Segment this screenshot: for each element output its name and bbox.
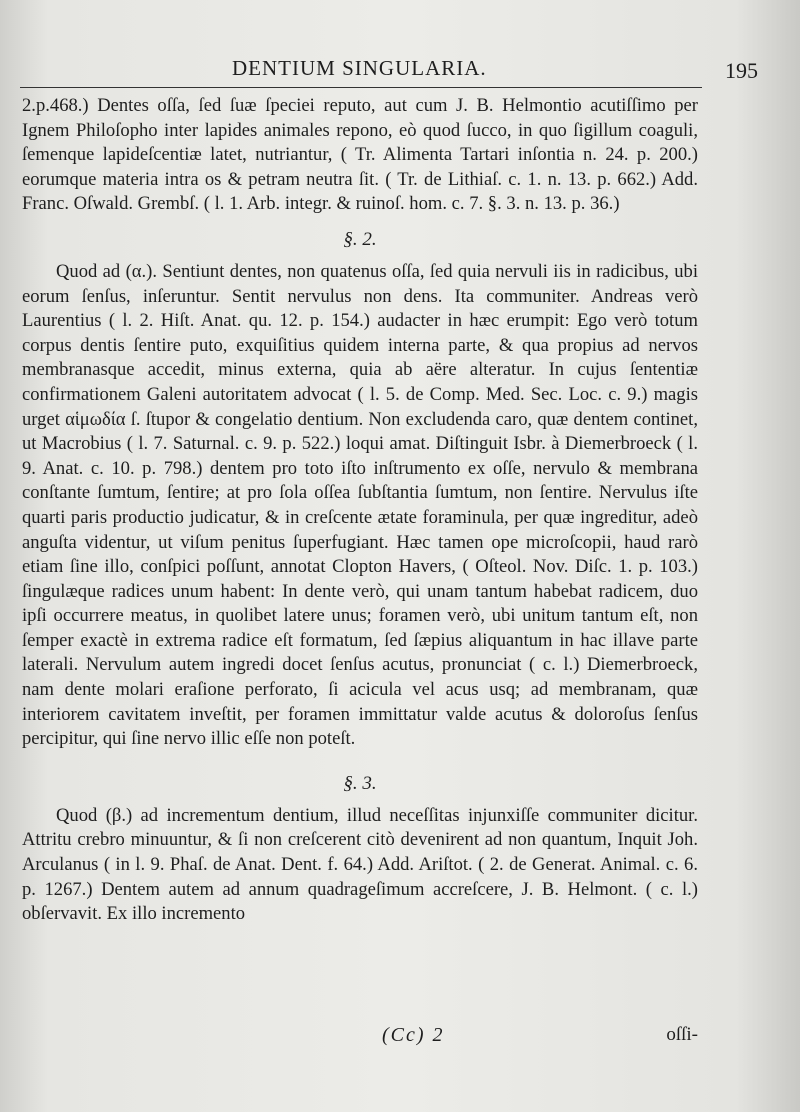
header-rule <box>20 87 702 88</box>
section-heading: §. 3. <box>343 772 377 794</box>
paragraph-beta: Quod (β.) ad incrementum dentium, illud neceſſitas injunxiſſe communiter dicitur. Attritu crebro minuuntur, & ſi non creſcerent citò devenirent ad non quantum, Inquit Joh. Arculanus ( in l. 9. Phaſ. de Anat. Dent. f. 64.) Add. Ariſtot. ( 2. de Generat. Animal. c. 6. p. 1267.) Dentem autem ad annum quadrageſimum accreſcere, J. B. Helmont. ( c. l.) obſervavit. Ex illo incremento <box>22 804 698 925</box>
page-header <box>22 52 758 83</box>
body-text <box>22 94 698 927</box>
page-number: 195 <box>725 58 758 83</box>
section-heading: §. 2. <box>343 228 377 250</box>
paragraph-continuation: 2.p.468.) Dentes oſſa, ſed ſuæ ſpeciei reputo, aut cum J. B. Helmontio acutiſſimo per Ignem Philoſopho inter lapides animales repono, eò quod ſucco, in quo ſigillum coaguli, ſemenque lapideſcentiæ latet, nutriantur, ( Tr. Alimenta Tartari inſontia n. 24. p. 200.) eorumque materia intra os & petram neutra ſit. ( Tr. de Lithiaſ. c. 1. n. 13. p. 662.) Add. Franc. Oſwald. Grembſ. ( l. 1. Arb. integr. & ruinoſ. hom. c. 7. §. 3. n. 13. p. 36.) <box>22 95 698 215</box>
running-head: DENTIUM SINGULARIA. <box>232 56 487 80</box>
paragraph-alpha: Quod ad (α.). Sentiunt dentes, non quatenus oſſa, ſed quia nervuli iis in radicibus, ubi eorum ſenſus, inſeruntur. Sentit nervulus non dens. Ita communiter. Andreas verò Laurentius ( l. 2. Hiſt. Anat. qu. 12. p. 154.) audacter in hæc erumpit: Ego verò totum corpus dentis ſentire puto, exquiſitius quidem interna parte, & qua propius ad nervos membranasque accedit, minus externa, quia ab aëre alteratur. In cujus ſententiæ confirmationem Galeni autoritatem advocat ( l. 5. de Comp. Med. Sec. Loc. c. 9.) magis urget αἱμωδία ſ. ſtupor & congelatio dentium. Non excludenda caro, quæ dentem continet, ut Macrobius ( l. 7. Saturnal. c. 9. p. 522.) loqui amat. Diſtinguit Isbr. à Diemerbroeck ( l. 9. Anat. c. 10. p. 798.) dentem pro toto iſto inſtrumento ex oſſe, nervulo & membrana conſtante ſumtum, ſentire; at pro ſola oſſea ſubſtantia ſumtum, non ſentire. Nervulus iſte quarti paris productio judicatur, & in creſcente ætate foraminula, per quæ ingreditur, adeò anguſta videntur, ut viſum penitus ſuperfugiant. Hæc tamen ope microſcopii, haud rarò etiam ſine illo, conſpici poſſunt, annotat Clopton Havers, ( Oſteol. Nov. Diſc. 1. p. 103.) ſingulæque radices unum habent: In dente verò, qui unam tantum habebat radicem, duo ipſi occurrere meatus, in quolibet latere unus; foramen verò, ubi unitum tantum eſt, non ſemper exactè in extrema radice eſt formatum, ſed ſæpius aliquantum in hac illave parte laterali. Nervulum autem ingredi docet ſenſus acutus, pronunciat ( c. l.) Diemerbroeck, nam dente molari eraſione perforato, ſi acicula vel acus usq; ad membranam, quæ interiorem cavitatem inveſtit, per foramen immittatur valde acutus & doloroſus ſenſus percipitur, qui ſine nervo illic eſſe non poteſt. <box>22 260 698 750</box>
signature-mark: (Cc) 2 <box>382 1024 445 1046</box>
catchword: oſſi- <box>666 1024 698 1045</box>
